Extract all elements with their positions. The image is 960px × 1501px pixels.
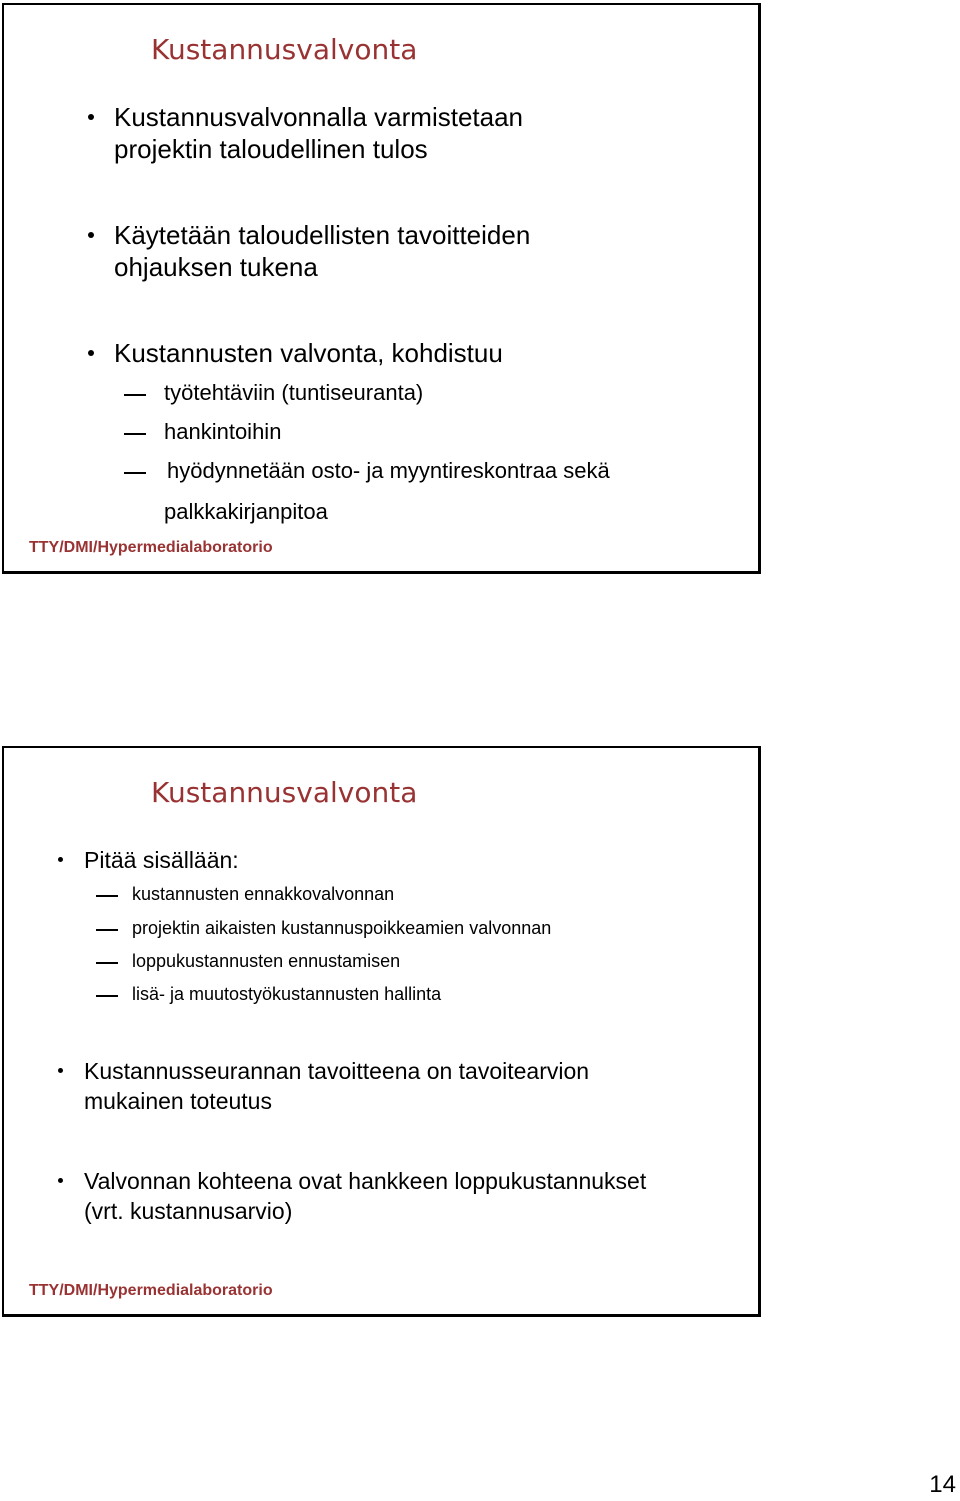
dash-icon	[124, 433, 146, 435]
bullet-text-line: (vrt. kustannusarvio)	[84, 1198, 293, 1224]
sub-item	[4, 918, 758, 942]
sub-item-text: lisä- ja muutostyökustannusten hallinta	[132, 984, 442, 1004]
bullet-text-line: Käytetään taloudellisten tavoitteiden	[114, 220, 531, 250]
bullet-text-line: projektin taloudellinen tulos	[114, 134, 428, 164]
bullet-dot-icon	[58, 857, 63, 862]
bullet-text-line: mukainen toteutus	[84, 1088, 272, 1114]
slide-footer: TTY/DMI/Hypermedialaboratorio	[29, 539, 273, 556]
slide-1	[2, 3, 761, 574]
bullet-dot-icon	[88, 232, 94, 238]
sub-item-text: kustannusten ennakkovalvonnan	[132, 884, 395, 904]
sub-item-text: hankintoihin	[164, 419, 282, 444]
bullet-dot-icon	[58, 1178, 63, 1183]
bullet-text-line: Kustannusten valvonta, kohdistuu	[114, 338, 503, 368]
bullet-dot-icon	[58, 1068, 63, 1073]
bullet-text-line: Valvonnan kohteena ovat hankkeen loppukustannukset	[84, 1168, 647, 1194]
bullet-text-line: Kustannusvalvonnalla varmistetaan	[114, 102, 524, 132]
sub-item	[4, 419, 758, 447]
dash-icon	[96, 962, 118, 964]
dash-icon	[96, 929, 118, 931]
slide-title: Kustannusvalvonta	[151, 776, 418, 809]
bullet-dot-icon	[88, 350, 94, 356]
bullet-text-line: ohjauksen tukena	[114, 252, 318, 282]
sub-item	[4, 984, 758, 1008]
slide-title: Kustannusvalvonta	[151, 33, 418, 66]
sub-item-text: hyödynnetään osto- ja myyntireskontraa sekä	[167, 458, 610, 483]
slide-2	[2, 746, 761, 1317]
sub-item-text: palkkakirjanpitoa	[164, 499, 328, 524]
sub-item	[4, 884, 758, 908]
bullet-dot-icon	[88, 114, 94, 120]
dash-icon	[96, 895, 118, 897]
dash-icon	[124, 472, 146, 474]
sub-item-continuation	[4, 499, 758, 527]
sub-item	[4, 458, 758, 486]
page-number: 14	[929, 1471, 956, 1498]
sub-item-text: loppukustannusten ennustamisen	[132, 951, 401, 971]
dash-icon	[124, 394, 146, 396]
sub-item-text: työtehtäviin (tuntiseuranta)	[164, 380, 424, 405]
dash-icon	[96, 995, 118, 997]
sub-item	[4, 951, 758, 975]
sub-item	[4, 380, 758, 408]
sub-item-text: projektin aikaisten kustannuspoikkeamien valvonnan	[132, 918, 552, 938]
bullet-text-line: Kustannusseurannan tavoitteena on tavoitearvion	[84, 1058, 590, 1084]
bullet-text-line: Pitää sisällään:	[84, 847, 239, 873]
slide-footer: TTY/DMI/Hypermedialaboratorio	[29, 1282, 273, 1299]
